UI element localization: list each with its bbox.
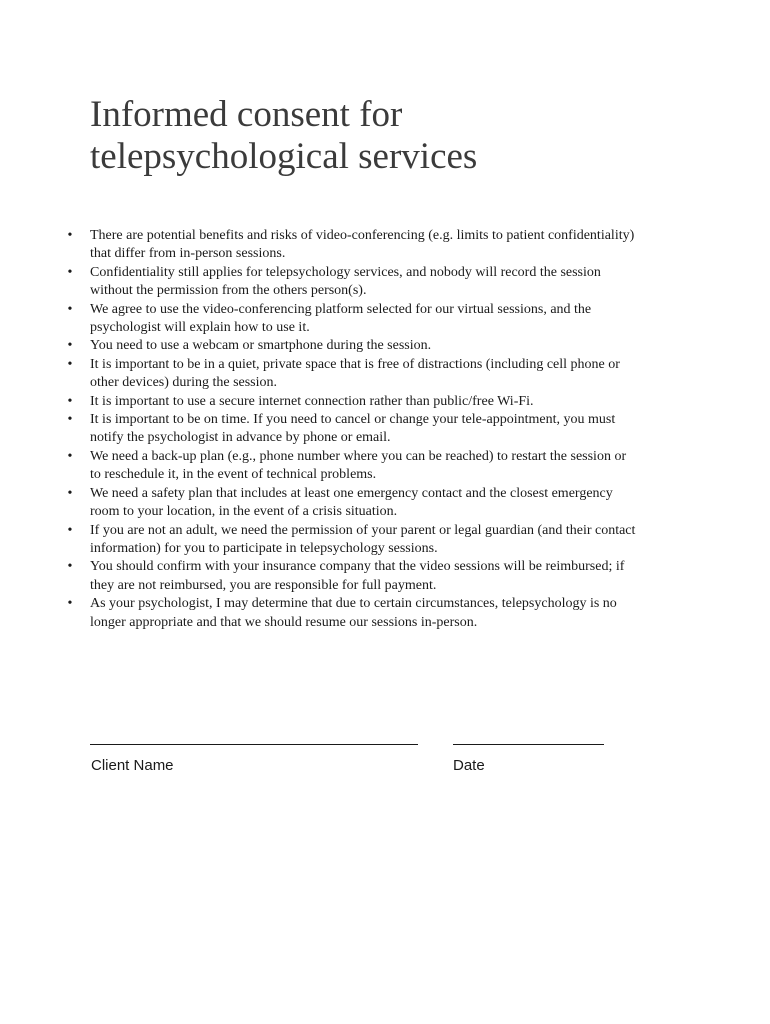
bullet-icon: • xyxy=(67,559,73,575)
list-item-line: We need a safety plan that includes at least one emergency contact and the closest emergency xyxy=(90,485,613,501)
bullet-icon: • xyxy=(67,356,73,372)
list-item-line: other devices) during the session. xyxy=(90,375,278,391)
list-item-line: room to your location, in the event of a crisis situation. xyxy=(90,504,398,520)
list-item-line: It is important to use a secure internet connection rather than public/free Wi-Fi. xyxy=(90,393,534,409)
list-item-line: longer appropriate and that we should resume our sessions in-person. xyxy=(90,614,478,630)
list-item xyxy=(0,356,690,393)
list-item-line: to reschedule it, in the event of technical problems. xyxy=(90,467,377,483)
list-item-line: they are not reimbursed, you are responsible for full payment. xyxy=(90,577,437,593)
list-item-line: without the permission from the others person(s). xyxy=(90,283,367,299)
list-item xyxy=(0,448,690,485)
bullet-icon: • xyxy=(67,301,73,317)
list-item-line: We agree to use the video-conferencing platform selected for our virtual sessions, and the xyxy=(90,301,592,317)
bullet-icon: • xyxy=(67,596,73,612)
list-item xyxy=(0,485,690,522)
bullet-icon: • xyxy=(67,448,73,464)
list-item-line: We need a back-up plan (e.g., phone number where you can be reached) to restart the session or xyxy=(90,448,627,464)
list-item-line: It is important to be on time. If you need to cancel or change your tele-appointment, you must xyxy=(90,412,616,428)
title-line-1: Informed consent for xyxy=(90,94,403,135)
list-item-line: psychologist will explain how to use it. xyxy=(90,320,310,336)
list-item-line: Confidentiality still applies for telepsychology services, and nobody will record the session xyxy=(90,264,601,280)
bullet-icon: • xyxy=(67,393,73,409)
list-item xyxy=(0,227,690,264)
list-item xyxy=(0,337,690,355)
list-item-line: You should confirm with your insurance company that the video sessions will be reimbursed; if xyxy=(90,559,625,575)
list-item xyxy=(0,393,690,411)
bullet-icon: • xyxy=(67,264,73,280)
list-item-line: If you are not an adult, we need the permission of your parent or legal guardian (and their contact xyxy=(90,522,636,538)
consent-bullet-list xyxy=(0,227,770,632)
bullet-icon: • xyxy=(67,522,73,538)
client-name-label: Client Name xyxy=(91,757,174,774)
list-item-line: that differ from in-person sessions. xyxy=(90,246,286,262)
list-item xyxy=(0,595,690,632)
client-name-signature-line[interactable] xyxy=(90,744,418,745)
list-item-line: As your psychologist, I may determine that due to certain circumstances, telepsychology is no xyxy=(90,596,617,612)
list-item xyxy=(0,411,690,448)
list-item-line: information) for you to participate in telepsychology sessions. xyxy=(90,540,438,556)
bullet-icon: • xyxy=(67,228,73,243)
date-signature-line[interactable] xyxy=(453,744,604,745)
title-line-2: telepsychological services xyxy=(90,136,478,177)
list-item xyxy=(0,558,690,595)
bullet-icon: • xyxy=(67,485,73,501)
list-item-line: You need to use a webcam or smartphone during the session. xyxy=(90,338,432,354)
bullet-icon: • xyxy=(67,338,73,354)
list-item-line: notify the psychologist in advance by phone or email. xyxy=(90,430,391,446)
bullet-icon: • xyxy=(67,412,73,428)
page-title xyxy=(90,94,710,178)
list-item-line: There are potential benefits and risks of video-conferencing (e.g. limits to patient confidentiality) xyxy=(90,228,635,243)
list-item xyxy=(0,264,690,301)
list-item xyxy=(0,301,690,338)
list-item xyxy=(0,522,690,559)
list-item-line: It is important to be in a quiet, private space that is free of distractions (including cell phone or xyxy=(90,356,620,372)
date-label: Date xyxy=(453,757,485,774)
